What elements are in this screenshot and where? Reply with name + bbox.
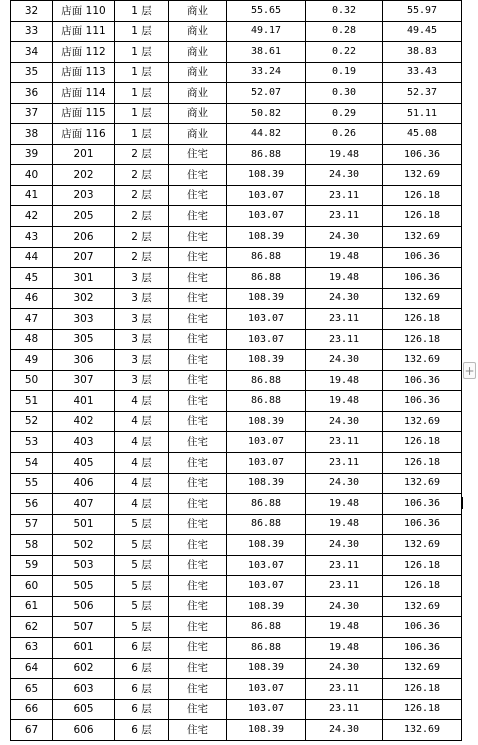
floor-cell: 2 层 — [115, 227, 169, 248]
inner-area-cell: 108.39 — [227, 535, 306, 556]
unit-name-cell: 406 — [53, 473, 115, 494]
unit-name-cell: 501 — [53, 514, 115, 535]
usage-cell: 住宅 — [169, 514, 227, 535]
text-cursor — [461, 497, 463, 509]
table-row — [11, 411, 462, 432]
usage-cell: 商业 — [169, 83, 227, 104]
row-number-cell: 53 — [11, 432, 53, 453]
row-number-cell: 32 — [11, 1, 53, 22]
table-body — [11, 1, 462, 741]
floor-cell: 2 层 — [115, 247, 169, 268]
inner-area-cell: 103.07 — [227, 329, 306, 350]
shared-area-cell: 23.11 — [306, 576, 383, 597]
table-row — [11, 576, 462, 597]
inner-area-cell: 103.07 — [227, 185, 306, 206]
row-number-cell: 57 — [11, 514, 53, 535]
row-number-cell: 66 — [11, 699, 53, 720]
row-number-cell: 46 — [11, 288, 53, 309]
unit-name-cell: 502 — [53, 535, 115, 556]
floor-cell: 5 层 — [115, 576, 169, 597]
usage-cell: 商业 — [169, 42, 227, 63]
inner-area-cell: 108.39 — [227, 720, 306, 741]
row-number-cell: 60 — [11, 576, 53, 597]
usage-cell: 住宅 — [169, 165, 227, 186]
total-area-cell: 126.18 — [383, 453, 462, 474]
usage-cell: 住宅 — [169, 637, 227, 658]
total-area-cell: 132.69 — [383, 165, 462, 186]
floor-cell: 6 层 — [115, 699, 169, 720]
table-row — [11, 391, 462, 412]
usage-cell: 住宅 — [169, 391, 227, 412]
total-area-cell: 51.11 — [383, 103, 462, 124]
total-area-cell: 106.36 — [383, 247, 462, 268]
table-row — [11, 432, 462, 453]
total-area-cell: 106.36 — [383, 268, 462, 289]
usage-cell: 住宅 — [169, 227, 227, 248]
total-area-cell: 106.36 — [383, 370, 462, 391]
inner-area-cell: 86.88 — [227, 514, 306, 535]
table-row — [11, 658, 462, 679]
usage-cell: 住宅 — [169, 658, 227, 679]
floor-cell: 5 层 — [115, 514, 169, 535]
inner-area-cell: 103.07 — [227, 309, 306, 330]
floor-cell: 6 层 — [115, 679, 169, 700]
inner-area-cell: 33.24 — [227, 62, 306, 83]
usage-cell: 商业 — [169, 62, 227, 83]
table-row — [11, 679, 462, 700]
usage-cell: 住宅 — [169, 144, 227, 165]
floor-cell: 1 层 — [115, 103, 169, 124]
unit-name-cell: 店面 116 — [53, 124, 115, 145]
shared-area-cell: 0.22 — [306, 42, 383, 63]
table-row — [11, 206, 462, 227]
unit-name-cell: 602 — [53, 658, 115, 679]
row-number-cell: 58 — [11, 535, 53, 556]
unit-name-cell: 301 — [53, 268, 115, 289]
shared-area-cell: 0.28 — [306, 21, 383, 42]
total-area-cell: 132.69 — [383, 350, 462, 371]
unit-name-cell: 206 — [53, 227, 115, 248]
inner-area-cell: 103.07 — [227, 555, 306, 576]
unit-name-cell: 401 — [53, 391, 115, 412]
usage-cell: 商业 — [169, 1, 227, 22]
row-number-cell: 44 — [11, 247, 53, 268]
floor-cell: 5 层 — [115, 596, 169, 617]
row-number-cell: 56 — [11, 494, 53, 515]
unit-name-cell: 店面 115 — [53, 103, 115, 124]
shared-area-cell: 23.11 — [306, 679, 383, 700]
table-row — [11, 473, 462, 494]
inner-area-cell: 103.07 — [227, 432, 306, 453]
shared-area-cell: 24.30 — [306, 288, 383, 309]
table-row — [11, 720, 462, 741]
usage-cell: 住宅 — [169, 185, 227, 206]
total-area-cell: 55.97 — [383, 1, 462, 22]
table-row — [11, 83, 462, 104]
row-number-cell: 34 — [11, 42, 53, 63]
inner-area-cell: 108.39 — [227, 596, 306, 617]
shared-area-cell: 19.48 — [306, 617, 383, 638]
floor-cell: 2 层 — [115, 185, 169, 206]
usage-cell: 住宅 — [169, 576, 227, 597]
unit-name-cell: 303 — [53, 309, 115, 330]
unit-name-cell: 606 — [53, 720, 115, 741]
total-area-cell: 106.36 — [383, 494, 462, 515]
unit-name-cell: 店面 113 — [53, 62, 115, 83]
unit-name-cell: 507 — [53, 617, 115, 638]
row-number-cell: 59 — [11, 555, 53, 576]
table-row — [11, 103, 462, 124]
usage-cell: 住宅 — [169, 309, 227, 330]
total-area-cell: 33.43 — [383, 62, 462, 83]
floor-cell: 4 层 — [115, 411, 169, 432]
total-area-cell: 45.08 — [383, 124, 462, 145]
floor-cell: 2 层 — [115, 206, 169, 227]
floor-cell: 3 层 — [115, 309, 169, 330]
shared-area-cell: 23.11 — [306, 453, 383, 474]
inner-area-cell: 103.07 — [227, 679, 306, 700]
floor-cell: 3 层 — [115, 350, 169, 371]
row-number-cell: 40 — [11, 165, 53, 186]
inner-area-cell: 103.07 — [227, 206, 306, 227]
shared-area-cell: 19.48 — [306, 144, 383, 165]
table-row — [11, 1, 462, 22]
usage-cell: 住宅 — [169, 350, 227, 371]
table-row — [11, 535, 462, 556]
shared-area-cell: 19.48 — [306, 247, 383, 268]
row-number-cell: 45 — [11, 268, 53, 289]
shared-area-cell: 19.48 — [306, 391, 383, 412]
row-number-cell: 39 — [11, 144, 53, 165]
usage-cell: 住宅 — [169, 617, 227, 638]
total-area-cell: 106.36 — [383, 514, 462, 535]
inner-area-cell: 86.88 — [227, 617, 306, 638]
row-number-cell: 43 — [11, 227, 53, 248]
shared-area-cell: 19.48 — [306, 494, 383, 515]
floor-cell: 5 层 — [115, 617, 169, 638]
floor-cell: 1 层 — [115, 42, 169, 63]
total-area-cell: 132.69 — [383, 227, 462, 248]
total-area-cell: 126.18 — [383, 309, 462, 330]
unit-name-cell: 605 — [53, 699, 115, 720]
inner-area-cell: 108.39 — [227, 165, 306, 186]
inner-area-cell: 108.39 — [227, 288, 306, 309]
shared-area-cell: 19.48 — [306, 514, 383, 535]
row-number-cell: 65 — [11, 679, 53, 700]
total-area-cell: 106.36 — [383, 391, 462, 412]
usage-cell: 住宅 — [169, 288, 227, 309]
floor-cell: 4 层 — [115, 391, 169, 412]
unit-name-cell: 207 — [53, 247, 115, 268]
row-number-cell: 54 — [11, 453, 53, 474]
inner-area-cell: 86.88 — [227, 268, 306, 289]
inner-area-cell: 52.07 — [227, 83, 306, 104]
usage-cell: 住宅 — [169, 432, 227, 453]
usage-cell: 住宅 — [169, 720, 227, 741]
usage-cell: 住宅 — [169, 329, 227, 350]
row-number-cell: 38 — [11, 124, 53, 145]
floor-cell: 3 层 — [115, 288, 169, 309]
row-number-cell: 62 — [11, 617, 53, 638]
inner-area-cell: 108.39 — [227, 658, 306, 679]
row-number-cell: 41 — [11, 185, 53, 206]
row-number-cell: 33 — [11, 21, 53, 42]
table-row — [11, 555, 462, 576]
usage-cell: 住宅 — [169, 268, 227, 289]
total-area-cell: 126.18 — [383, 185, 462, 206]
shared-area-cell: 23.11 — [306, 432, 383, 453]
floor-cell: 1 层 — [115, 62, 169, 83]
total-area-cell: 132.69 — [383, 411, 462, 432]
usage-cell: 商业 — [169, 124, 227, 145]
shared-area-cell: 23.11 — [306, 699, 383, 720]
shared-area-cell: 24.30 — [306, 473, 383, 494]
unit-name-cell: 店面 112 — [53, 42, 115, 63]
usage-cell: 住宅 — [169, 699, 227, 720]
usage-cell: 住宅 — [169, 247, 227, 268]
inner-area-cell: 86.88 — [227, 391, 306, 412]
shared-area-cell: 23.11 — [306, 206, 383, 227]
shared-area-cell: 24.30 — [306, 227, 383, 248]
inner-area-cell: 86.88 — [227, 637, 306, 658]
inner-area-cell: 86.88 — [227, 144, 306, 165]
unit-name-cell: 202 — [53, 165, 115, 186]
unit-name-cell: 403 — [53, 432, 115, 453]
inner-area-cell: 108.39 — [227, 227, 306, 248]
inner-area-cell: 108.39 — [227, 350, 306, 371]
table-row — [11, 617, 462, 638]
total-area-cell: 132.69 — [383, 596, 462, 617]
table-row — [11, 514, 462, 535]
table-row — [11, 494, 462, 515]
total-area-cell: 126.18 — [383, 699, 462, 720]
floor-cell: 3 层 — [115, 370, 169, 391]
shared-area-cell: 0.19 — [306, 62, 383, 83]
table-row — [11, 124, 462, 145]
usage-cell: 住宅 — [169, 679, 227, 700]
usage-cell: 住宅 — [169, 535, 227, 556]
floor-cell: 6 层 — [115, 720, 169, 741]
unit-name-cell: 305 — [53, 329, 115, 350]
unit-name-cell: 505 — [53, 576, 115, 597]
floor-cell: 3 层 — [115, 268, 169, 289]
inner-area-cell: 49.17 — [227, 21, 306, 42]
shared-area-cell: 23.11 — [306, 329, 383, 350]
row-number-cell: 48 — [11, 329, 53, 350]
table-row — [11, 288, 462, 309]
floor-cell: 2 层 — [115, 165, 169, 186]
usage-cell: 商业 — [169, 103, 227, 124]
usage-cell: 住宅 — [169, 555, 227, 576]
usage-cell: 住宅 — [169, 370, 227, 391]
table-row — [11, 185, 462, 206]
table-row — [11, 699, 462, 720]
shared-area-cell: 0.29 — [306, 103, 383, 124]
shared-area-cell: 24.30 — [306, 411, 383, 432]
shared-area-cell: 19.48 — [306, 268, 383, 289]
unit-name-cell: 503 — [53, 555, 115, 576]
inner-area-cell: 50.82 — [227, 103, 306, 124]
total-area-cell: 126.18 — [383, 576, 462, 597]
shared-area-cell: 23.11 — [306, 185, 383, 206]
inner-area-cell: 108.39 — [227, 411, 306, 432]
row-number-cell: 47 — [11, 309, 53, 330]
usage-cell: 住宅 — [169, 411, 227, 432]
table-row — [11, 309, 462, 330]
total-area-cell: 132.69 — [383, 658, 462, 679]
total-area-cell: 106.36 — [383, 637, 462, 658]
shared-area-cell: 0.30 — [306, 83, 383, 104]
table-row — [11, 370, 462, 391]
unit-name-cell: 307 — [53, 370, 115, 391]
unit-name-cell: 205 — [53, 206, 115, 227]
shared-area-cell: 24.30 — [306, 165, 383, 186]
total-area-cell: 126.18 — [383, 206, 462, 227]
inner-area-cell: 103.07 — [227, 699, 306, 720]
plus-icon: + — [464, 364, 475, 378]
table-row — [11, 144, 462, 165]
total-area-cell: 132.69 — [383, 720, 462, 741]
unit-name-cell: 302 — [53, 288, 115, 309]
row-number-cell: 55 — [11, 473, 53, 494]
floor-cell: 1 层 — [115, 83, 169, 104]
shared-area-cell: 24.30 — [306, 720, 383, 741]
unit-name-cell: 407 — [53, 494, 115, 515]
row-number-cell: 49 — [11, 350, 53, 371]
row-number-cell: 64 — [11, 658, 53, 679]
row-number-cell: 63 — [11, 637, 53, 658]
table-row — [11, 329, 462, 350]
floor-cell: 5 层 — [115, 555, 169, 576]
row-number-cell: 52 — [11, 411, 53, 432]
shared-area-cell: 24.30 — [306, 535, 383, 556]
row-number-cell: 61 — [11, 596, 53, 617]
total-area-cell: 132.69 — [383, 473, 462, 494]
total-area-cell: 126.18 — [383, 329, 462, 350]
row-number-cell: 51 — [11, 391, 53, 412]
shared-area-cell: 24.30 — [306, 350, 383, 371]
total-area-cell: 126.18 — [383, 555, 462, 576]
shared-area-cell: 24.30 — [306, 596, 383, 617]
row-number-cell: 36 — [11, 83, 53, 104]
unit-name-cell: 店面 114 — [53, 83, 115, 104]
row-number-cell: 50 — [11, 370, 53, 391]
table-row — [11, 350, 462, 371]
unit-area-table — [10, 0, 462, 741]
floor-cell: 6 层 — [115, 637, 169, 658]
shared-area-cell: 23.11 — [306, 309, 383, 330]
usage-cell: 住宅 — [169, 453, 227, 474]
unit-name-cell: 306 — [53, 350, 115, 371]
total-area-cell: 106.36 — [383, 144, 462, 165]
row-number-cell: 35 — [11, 62, 53, 83]
total-area-cell: 132.69 — [383, 535, 462, 556]
table-row — [11, 165, 462, 186]
inner-area-cell: 86.88 — [227, 370, 306, 391]
unit-name-cell: 603 — [53, 679, 115, 700]
total-area-cell: 52.37 — [383, 83, 462, 104]
table-row — [11, 227, 462, 248]
shared-area-cell: 0.32 — [306, 1, 383, 22]
unit-name-cell: 506 — [53, 596, 115, 617]
floor-cell: 5 层 — [115, 535, 169, 556]
unit-name-cell: 203 — [53, 185, 115, 206]
floor-cell: 2 层 — [115, 144, 169, 165]
table-row — [11, 637, 462, 658]
unit-name-cell: 601 — [53, 637, 115, 658]
inner-area-cell: 55.65 — [227, 1, 306, 22]
shared-area-cell: 19.48 — [306, 370, 383, 391]
usage-cell: 住宅 — [169, 473, 227, 494]
floor-cell: 6 层 — [115, 658, 169, 679]
usage-cell: 住宅 — [169, 206, 227, 227]
unit-name-cell: 店面 111 — [53, 21, 115, 42]
usage-cell: 住宅 — [169, 494, 227, 515]
floor-cell: 4 层 — [115, 473, 169, 494]
floor-cell: 1 层 — [115, 1, 169, 22]
unit-name-cell: 402 — [53, 411, 115, 432]
inner-area-cell: 44.82 — [227, 124, 306, 145]
table-row — [11, 268, 462, 289]
total-area-cell: 126.18 — [383, 432, 462, 453]
total-area-cell: 106.36 — [383, 617, 462, 638]
row-number-cell: 67 — [11, 720, 53, 741]
table-row — [11, 21, 462, 42]
shared-area-cell: 24.30 — [306, 658, 383, 679]
inner-area-cell: 86.88 — [227, 247, 306, 268]
floor-cell: 4 层 — [115, 494, 169, 515]
add-column-button[interactable] — [463, 362, 476, 379]
usage-cell: 住宅 — [169, 596, 227, 617]
unit-name-cell: 201 — [53, 144, 115, 165]
floor-cell: 4 层 — [115, 453, 169, 474]
shared-area-cell: 19.48 — [306, 637, 383, 658]
floor-cell: 3 层 — [115, 329, 169, 350]
floor-cell: 4 层 — [115, 432, 169, 453]
unit-name-cell: 店面 110 — [53, 1, 115, 22]
unit-name-cell: 405 — [53, 453, 115, 474]
table-row — [11, 596, 462, 617]
total-area-cell: 38.83 — [383, 42, 462, 63]
inner-area-cell: 103.07 — [227, 453, 306, 474]
total-area-cell: 49.45 — [383, 21, 462, 42]
table-row — [11, 62, 462, 83]
floor-cell: 1 层 — [115, 21, 169, 42]
inner-area-cell: 103.07 — [227, 576, 306, 597]
floor-cell: 1 层 — [115, 124, 169, 145]
total-area-cell: 126.18 — [383, 679, 462, 700]
usage-cell: 商业 — [169, 21, 227, 42]
inner-area-cell: 108.39 — [227, 473, 306, 494]
total-area-cell: 132.69 — [383, 288, 462, 309]
shared-area-cell: 0.26 — [306, 124, 383, 145]
inner-area-cell: 86.88 — [227, 494, 306, 515]
row-number-cell: 42 — [11, 206, 53, 227]
inner-area-cell: 38.61 — [227, 42, 306, 63]
shared-area-cell: 23.11 — [306, 555, 383, 576]
row-number-cell: 37 — [11, 103, 53, 124]
table-row — [11, 247, 462, 268]
table-row — [11, 453, 462, 474]
table-row — [11, 42, 462, 63]
